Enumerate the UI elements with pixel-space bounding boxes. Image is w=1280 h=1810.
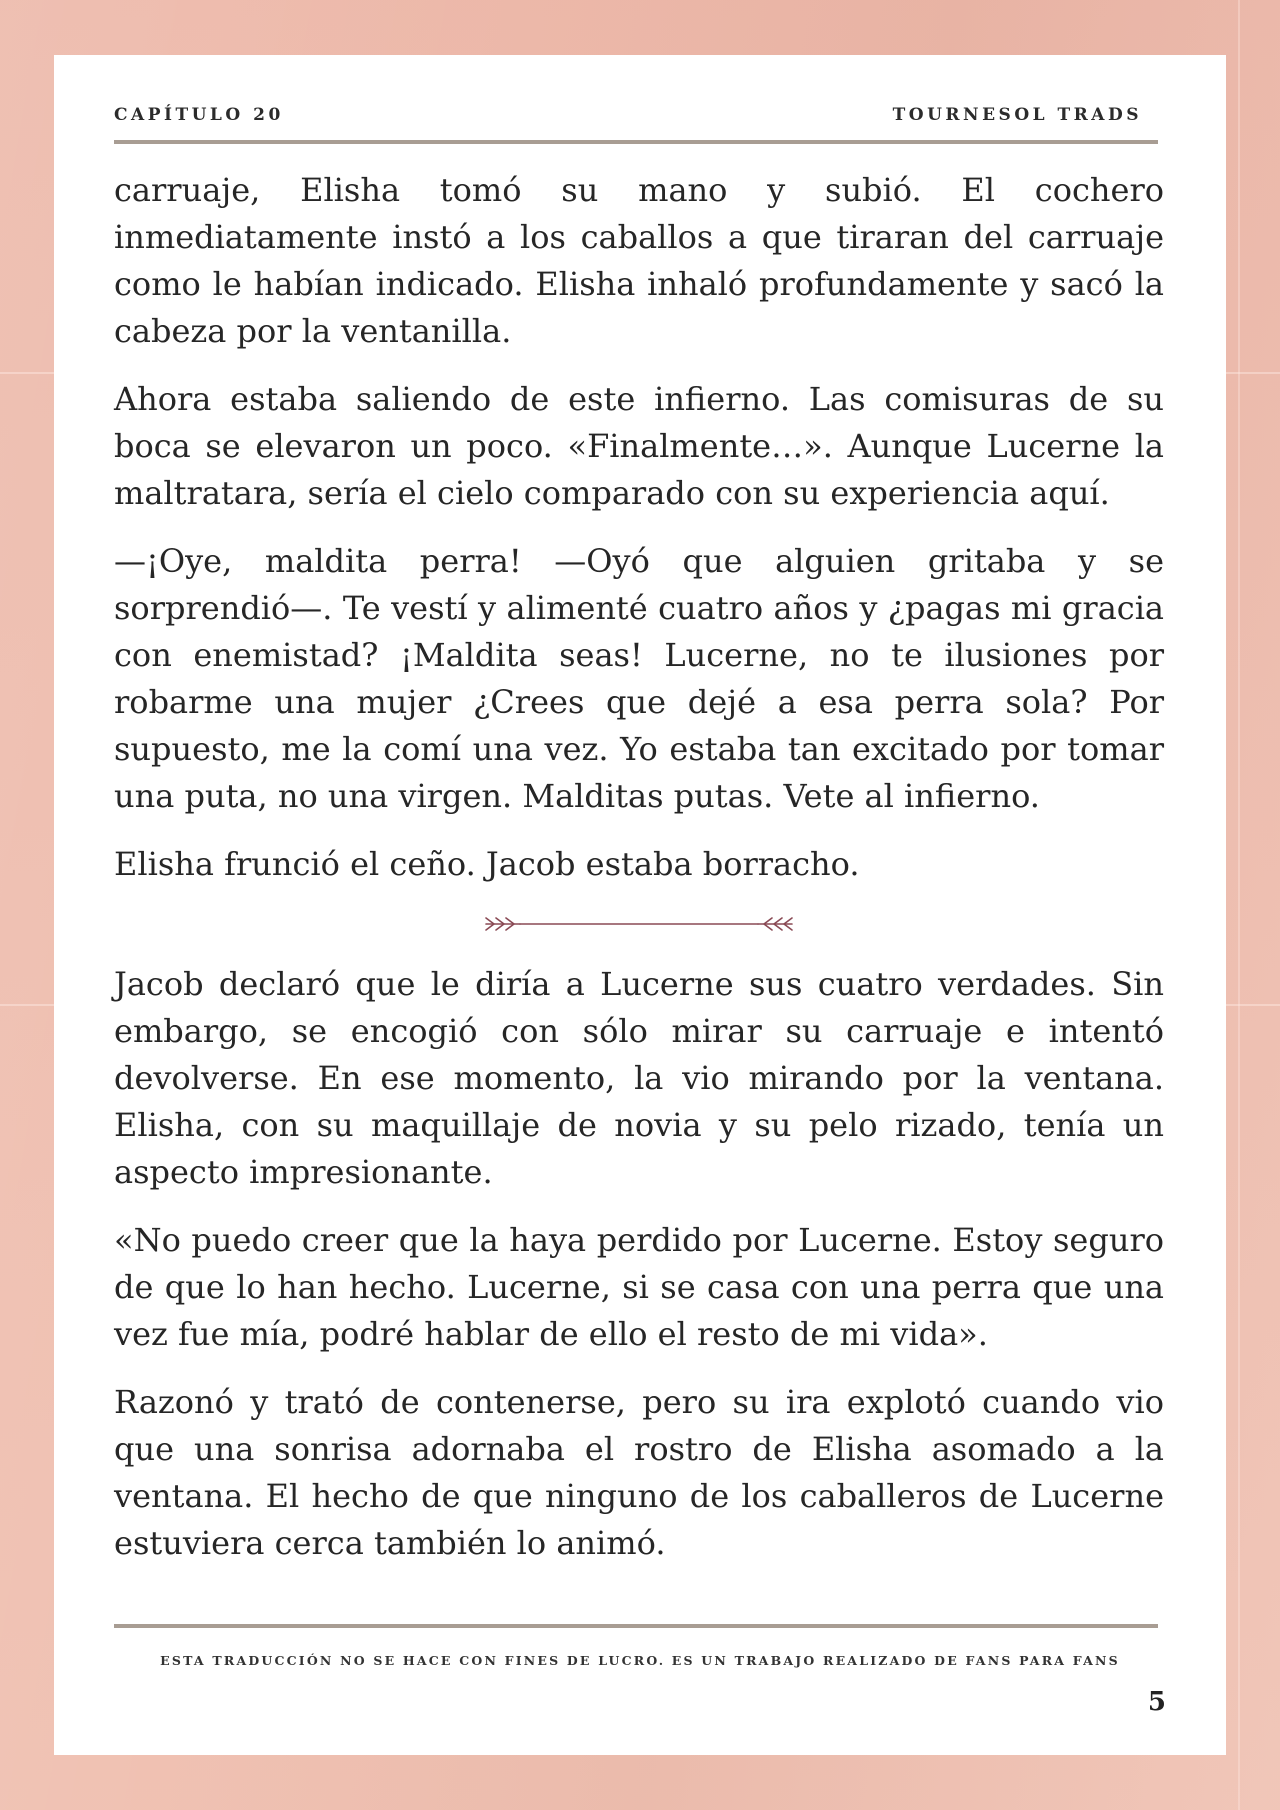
document-page [54, 55, 1226, 1755]
chapter-title: CAPÍTULO 20 [114, 105, 284, 125]
header-divider [114, 140, 1158, 144]
footer-divider [114, 1624, 1158, 1628]
page-header [114, 105, 1158, 145]
translation-group: TOURNESOL TRADS [892, 105, 1142, 125]
paragraph: carruaje, Elisha tomó su mano y subió. El cochero inmediatamente instó a los caballos a que tiraran del carruaje como le habían indicado. Elisha inhaló profundamente y sacó la cabeza por la ventanilla. [114, 171, 1164, 350]
paper-crease [1238, 0, 1240, 1810]
paragraph: Razonó y trató de contenerse, pero su ira explotó cuando vio que una sonrisa adornaba el rostro de Elisha asomado a la ventana. El hecho de que ninguno de los caballeros de Lucerne estuviera cerca también lo animó. [114, 1383, 1164, 1562]
disclaimer-note: ESTA TRADUCCIÓN NO SE HACE CON FINES DE LUCRO. ES UN TRABAJO REALIZADO DE FANS PARA FANS [160, 1653, 1120, 1668]
paragraph: Ahora estaba saliendo de este infierno. Las comisuras de su boca se elevaron un poco. «Finalmente…». Aunque Lucerne la maltratara, sería el cielo comparado con su experiencia aquí. [114, 380, 1164, 512]
chapter-body [114, 167, 1164, 1588]
paragraph: Jacob declaró que le diría a Lucerne sus cuatro verdades. Sin embargo, se encogió con sólo mirar su carruaje e intentó devolverse. En ese momento, la vio mirando por la ventana. Elisha, con su maquillaje de novia y su pelo rizado, tenía un aspecto impresionante. [114, 965, 1164, 1191]
page-number: 5 [1147, 1687, 1166, 1717]
paragraph: «No puedo creer que la haya perdido por Lucerne. Estoy seguro de que lo han hecho. Lucerne, si se casa con una perra que una vez fue mía, podré hablar de ello el resto de mi vida». [114, 1221, 1164, 1353]
paragraph: —¡Oye, maldita perra! —Oyó que alguien gritaba y se sorprendió—. Te vestí y alimenté cuatro años y ¿pagas mi gracia con enemistad? ¡Maldita seas! Lucerne, no te ilusiones por robarme una mujer ¿Crees que dejé a esa perra sola? Por supuesto, me la comí una vez. Yo estaba tan excitado por tomar una puta, no una virgen. Malditas putas. Vete al infierno. [114, 542, 1164, 815]
arrow-divider-icon [484, 909, 794, 939]
paragraph: Elisha frunció el ceño. Jacob estaba borracho. [114, 845, 860, 883]
